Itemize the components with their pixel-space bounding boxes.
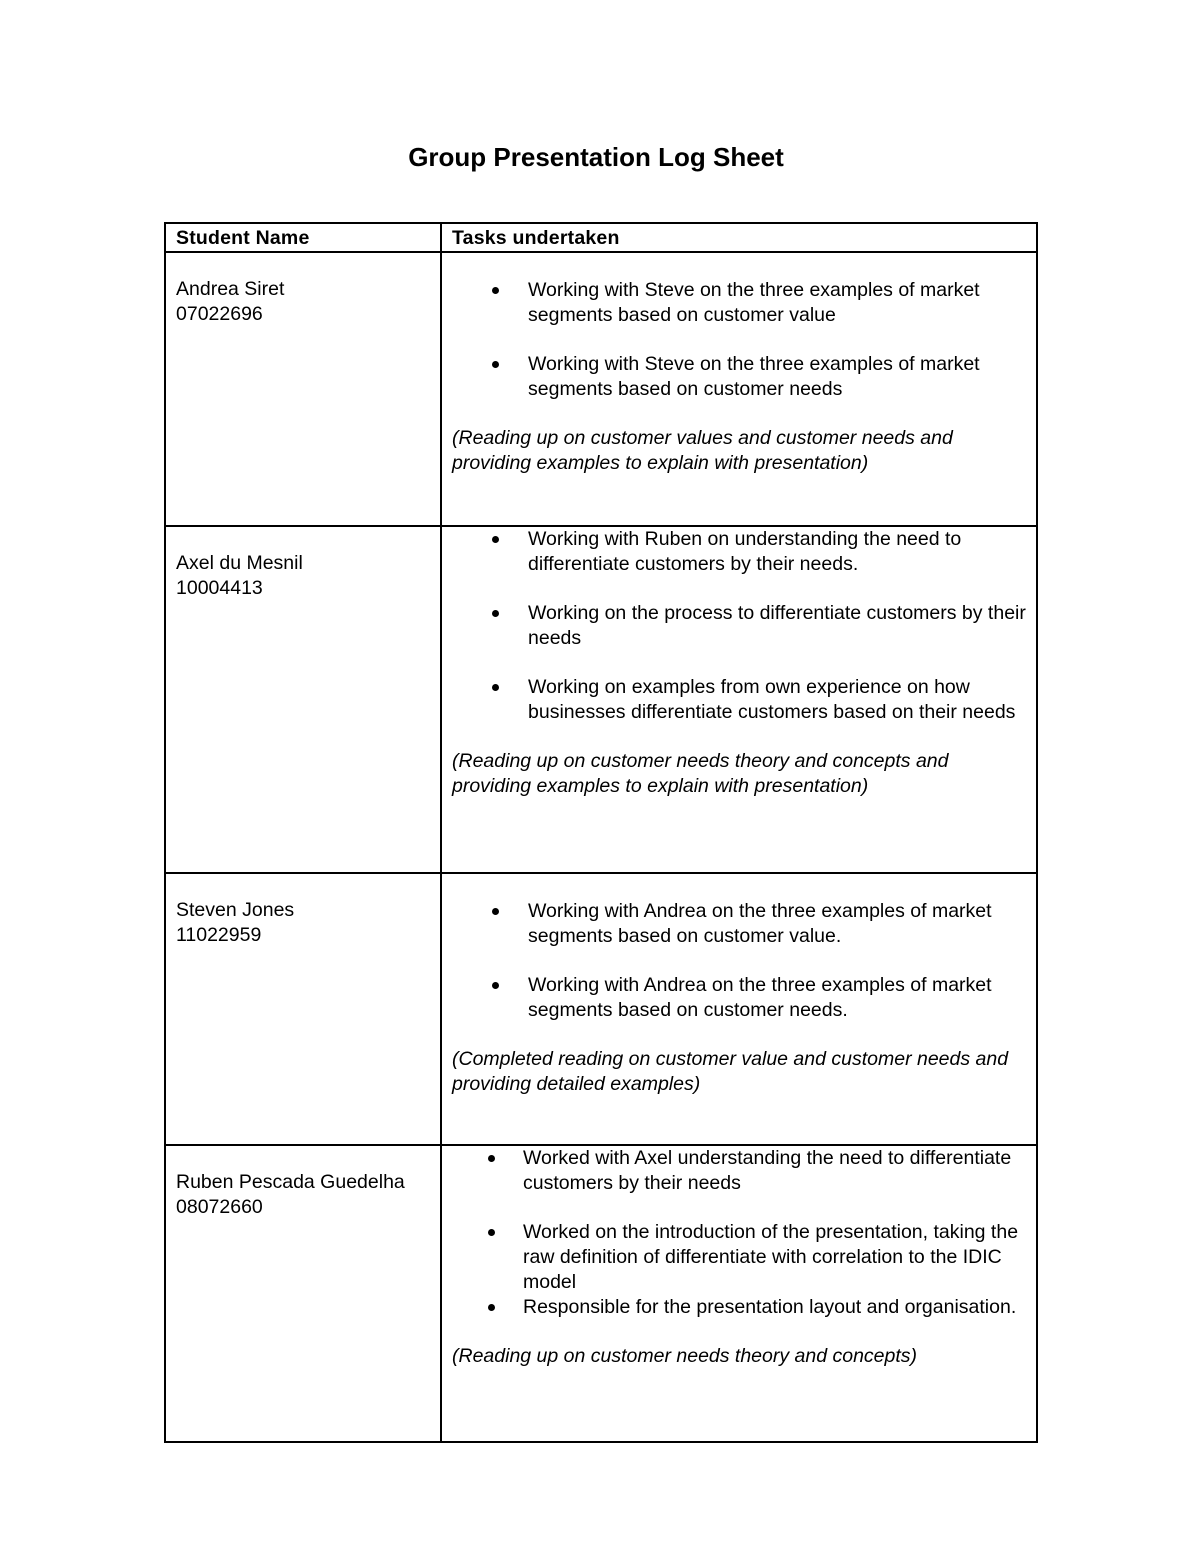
task-text: Working with Steve on the three examples of market segments based on customer needs xyxy=(528,353,980,400)
task-text: Working with Steve on the three examples of market segments based on customer value xyxy=(528,279,980,326)
task-text: Working with Andrea on the three examples of market segments based on customer needs. xyxy=(528,974,992,1021)
bullet-icon xyxy=(488,1229,495,1236)
task-note: (Reading up on customer values and customer needs and providing examples to explain with presentation) xyxy=(452,427,953,474)
task-item xyxy=(452,973,1026,1023)
task-text: Worked on the introduction of the presentation, taking the raw definition of differentiate with correlation to the IDIC model xyxy=(523,1221,1019,1293)
table-row xyxy=(165,526,1037,873)
task-list xyxy=(452,899,1026,1023)
bullet-icon xyxy=(492,684,499,691)
task-item xyxy=(452,1220,1026,1295)
task-list xyxy=(452,278,1026,402)
student-cell xyxy=(165,526,441,873)
student-id: 10004413 xyxy=(176,577,263,599)
student-id: 11022959 xyxy=(176,924,262,946)
table-row xyxy=(165,252,1037,526)
student-name: Ruben Pescada Guedelha xyxy=(176,1171,405,1193)
student-cell xyxy=(165,1145,441,1442)
student-name: Steven Jones xyxy=(176,899,295,921)
tasks-cell xyxy=(441,252,1037,526)
task-text: Working with Ruben on understanding the need to differentiate customers by their needs. xyxy=(528,528,962,575)
table-row xyxy=(165,873,1037,1145)
bullet-icon xyxy=(492,610,499,617)
task-note: (Reading up on customer needs theory and concepts and providing examples to explain with presentation) xyxy=(452,750,949,797)
task-item xyxy=(452,527,1026,577)
tasks-cell xyxy=(441,873,1037,1145)
page-title: Group Presentation Log Sheet xyxy=(408,142,784,172)
student-cell xyxy=(165,252,441,526)
task-text: Working with Andrea on the three examples of market segments based on customer value. xyxy=(528,900,992,947)
student-id: 07022696 xyxy=(176,303,263,325)
student-cell xyxy=(165,873,441,1145)
tasks-cell xyxy=(441,1145,1037,1442)
task-text: Responsible for the presentation layout and organisation. xyxy=(523,1296,1017,1318)
task-text: Working on the process to differentiate customers by their needs xyxy=(528,602,1026,649)
task-note: (Completed reading on customer value and customer needs and providing detailed examples) xyxy=(452,1048,1009,1095)
student-name: Andrea Siret xyxy=(176,278,285,300)
task-item xyxy=(452,1295,1026,1320)
header-student-name: Student Name xyxy=(165,223,441,252)
table-row xyxy=(165,1145,1037,1442)
bullet-icon xyxy=(492,361,499,368)
bullet-icon xyxy=(488,1304,495,1311)
header-tasks: Tasks undertaken xyxy=(441,223,1037,252)
bullet-icon xyxy=(492,908,499,915)
tasks-cell xyxy=(441,526,1037,873)
task-list xyxy=(452,527,1026,725)
bullet-icon xyxy=(492,536,499,543)
bullet-icon xyxy=(492,287,499,294)
task-item xyxy=(452,675,1026,725)
task-item xyxy=(452,278,1026,328)
task-note: (Reading up on customer needs theory and concepts) xyxy=(452,1345,918,1367)
task-text: Working on examples from own experience on how businesses differentiate customers based on their needs xyxy=(528,676,1016,723)
task-item xyxy=(452,601,1026,651)
task-item xyxy=(452,899,1026,949)
bullet-icon xyxy=(488,1155,495,1162)
task-list xyxy=(452,1146,1026,1320)
bullet-icon xyxy=(492,982,499,989)
table-header-row xyxy=(165,223,1037,252)
task-item xyxy=(452,1146,1026,1196)
task-item xyxy=(452,352,1026,402)
task-text: Worked with Axel understanding the need to differentiate customers by their needs xyxy=(523,1147,1012,1194)
log-table xyxy=(164,222,1038,1443)
student-id: 08072660 xyxy=(176,1196,263,1218)
student-name: Axel du Mesnil xyxy=(176,552,303,574)
